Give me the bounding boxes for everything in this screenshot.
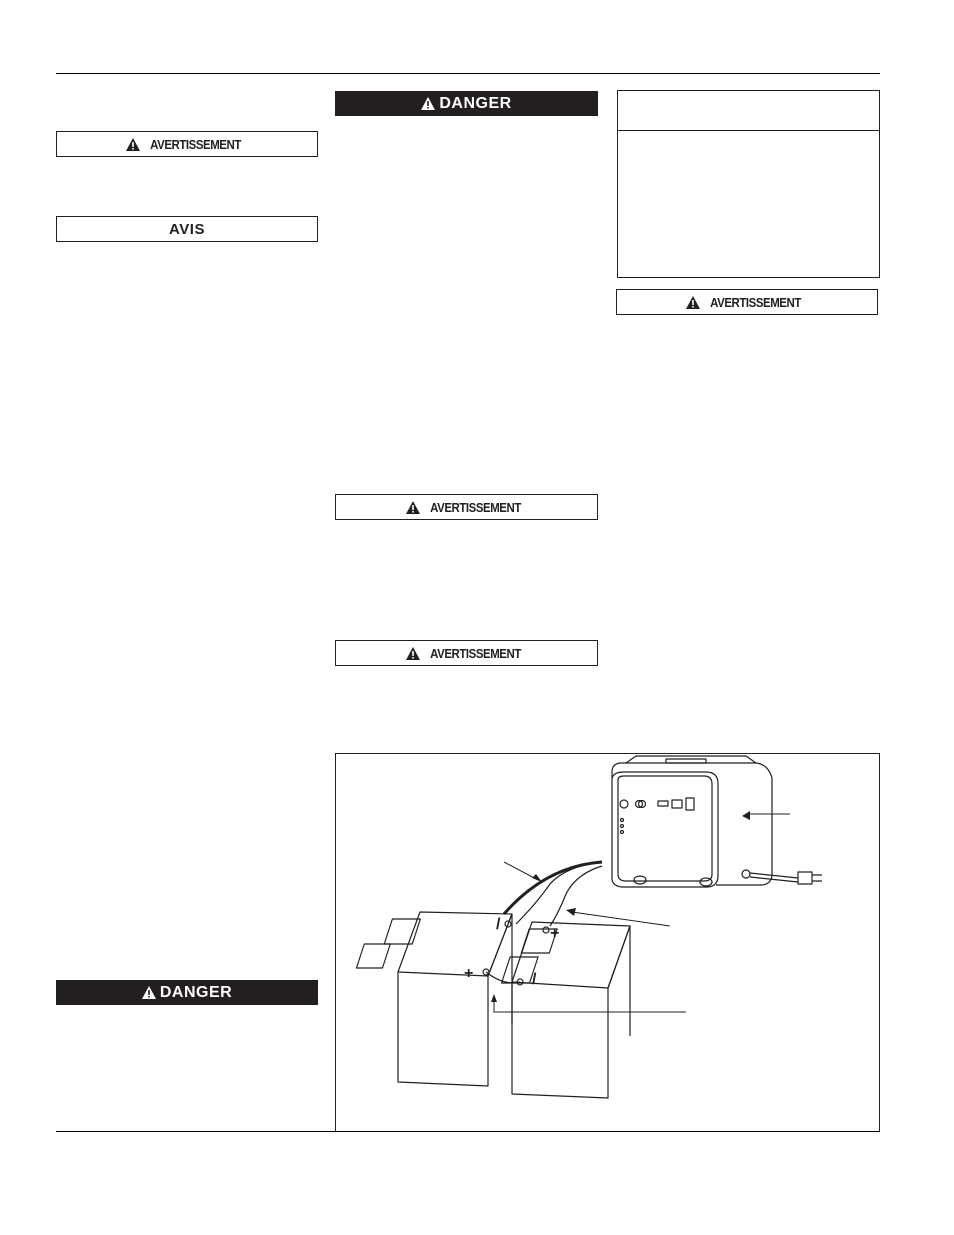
warning-label-text: AVERTISSEMENT [430,645,521,661]
danger-triangle-icon [421,97,435,110]
warning-label-3 [335,640,598,666]
warning-label-1 [56,131,318,157]
warning-triangle-icon [126,138,140,151]
battery-left-positive-symbol: + [464,965,474,982]
charger-battery-illustration [336,754,881,1133]
info-box [617,90,880,278]
battery-right-negative-symbol: / [532,971,537,988]
battery-left [356,912,512,1086]
battery-charger-figure [335,753,880,1132]
danger-label-text: DANGER [439,94,512,112]
warning-label-2 [335,494,598,520]
danger-label-1 [335,91,598,116]
warning-triangle-icon [686,296,700,309]
charger-unit [612,756,822,887]
battery-left-negative-symbol: / [496,916,501,933]
danger-label-2 [56,980,318,1005]
notice-label-text: AVIS [169,220,205,238]
header-rule [56,73,880,74]
danger-label-text: DANGER [159,983,233,1001]
footer-rule [56,1131,880,1132]
notice-label [56,216,318,242]
warning-label-text: AVERTISSEMENT [710,294,802,310]
danger-triangle-icon [142,986,156,999]
battery-right-positive-symbol: + [550,925,560,942]
warning-label-text: AVERTISSEMENT [150,136,242,152]
battery-right [502,922,630,1098]
info-box-divider [618,130,879,131]
warning-triangle-icon [406,501,420,514]
warning-label-4 [616,289,878,315]
warning-label-text: AVERTISSEMENT [430,499,521,515]
warning-triangle-icon [406,647,420,660]
